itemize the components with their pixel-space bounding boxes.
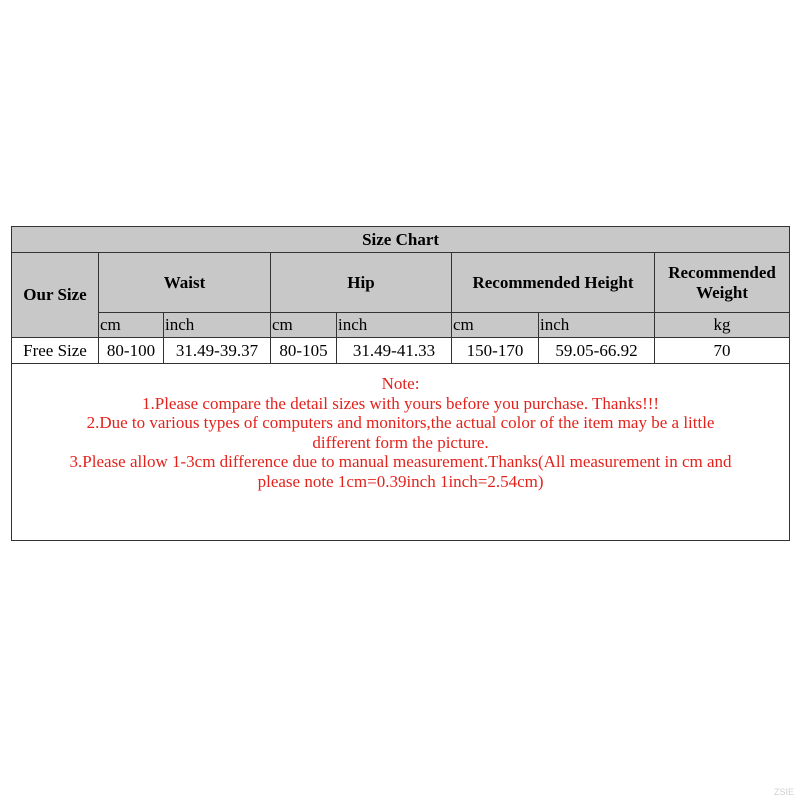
unit-weight-kg: kg bbox=[655, 313, 790, 338]
unit-height-inch: inch bbox=[539, 313, 655, 338]
note-line-1: 1.Please compare the detail sizes with yours before you purchase. Thanks!!! bbox=[142, 393, 660, 413]
table-row bbox=[12, 338, 790, 364]
note-section bbox=[12, 364, 790, 541]
unit-height-cm: cm bbox=[452, 313, 539, 338]
recommended-height-header: Recommended Height bbox=[452, 253, 655, 313]
size-chart-table bbox=[11, 226, 790, 541]
cell-height-cm: 150-170 bbox=[452, 338, 539, 364]
note-heading: Note: bbox=[381, 374, 420, 393]
cell-weight-kg: 70 bbox=[655, 338, 790, 364]
note-line-3b: please note 1cm=0.39inch 1inch=2.54cm) bbox=[257, 471, 544, 491]
weight-header-line2: Weight bbox=[696, 282, 749, 302]
waist-header: Waist bbox=[99, 253, 271, 313]
cell-hip-cm: 80-105 bbox=[271, 338, 337, 364]
unit-hip-cm: cm bbox=[271, 313, 337, 338]
recommended-weight-header bbox=[655, 253, 790, 313]
cell-size: Free Size bbox=[12, 338, 99, 364]
hip-header: Hip bbox=[271, 253, 452, 313]
unit-waist-inch: inch bbox=[164, 313, 271, 338]
size-chart-title: Size Chart bbox=[12, 227, 790, 253]
watermark: ZSIE bbox=[773, 787, 794, 797]
note-line-2a: 2.Due to various types of computers and monitors,the actual color of the item may be a little bbox=[86, 413, 715, 433]
cell-hip-inch: 31.49-41.33 bbox=[337, 338, 452, 364]
cell-waist-inch: 31.49-39.37 bbox=[164, 338, 271, 364]
note-line-2b: different form the picture. bbox=[312, 432, 489, 452]
cell-height-inch: 59.05-66.92 bbox=[539, 338, 655, 364]
cell-waist-cm: 80-100 bbox=[99, 338, 164, 364]
unit-hip-inch: inch bbox=[337, 313, 452, 338]
note-line-3a: 3.Please allow 1-3cm difference due to manual measurement.Thanks(All measurement in cm and bbox=[69, 452, 732, 472]
unit-waist-cm: cm bbox=[99, 313, 164, 338]
our-size-header: Our Size bbox=[12, 253, 99, 338]
weight-header-line1: Recommended bbox=[668, 262, 776, 282]
